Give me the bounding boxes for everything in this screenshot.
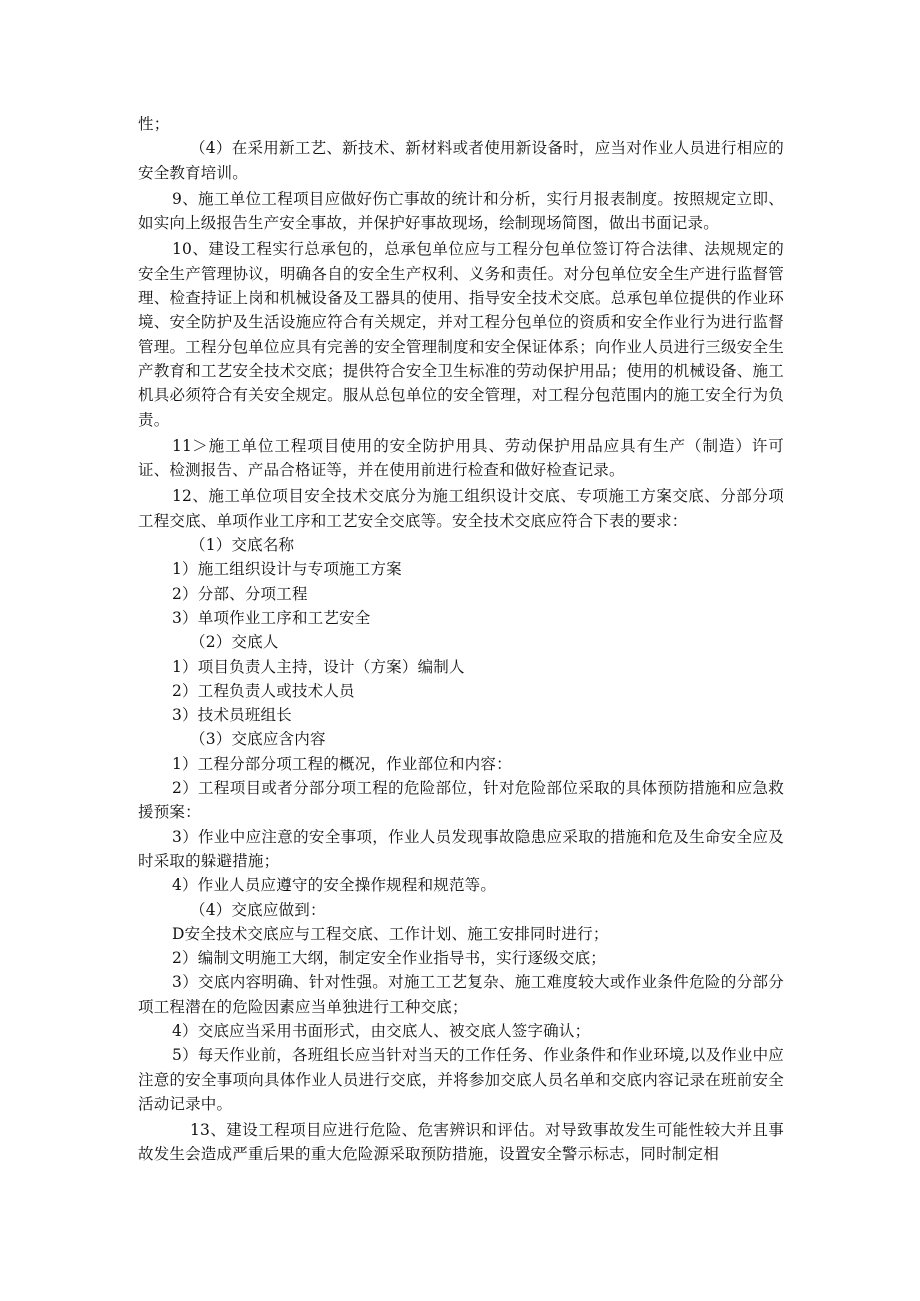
paragraph-10-general-contracting: 10、建设工程实行总承包的，总承包单位应与工程分包单位签订符合法律、法规规定的安全生产管理协议，明确各自的安全生产权利、义务和责任。对分包单位安全生产进行监督管理、检查持证上岗和机械设备及工器具的使用、指导安全技术交底。总承包单位提供的作业环境、安全防护及生活设施应符合有关规定，并对工程分包单位的资质和安全作业行为进行监督管理。工程分包单位应具有完善的安全管理制度和安全保证体系；向作业人员进行三级安全生产教育和工艺安全技术交底；提供符合安全卫生标准的劳动保护用品；使用的机械设备、施工机具必须符合有关安全规定。服从总包单位的安全管理，对工程分包范围内的施工安全行为负责。 — [138, 240, 784, 429]
paragraph-9-accident-statistics: 9、施工单位工程项目应做好伤亡事故的统计和分析，实行月报表制度。按照规定立即、如实向上级报告生产安全事故，并保护好事故现场，绘制现场简图，做出书面记录。 — [138, 189, 784, 233]
list-item: 2）工程项目或者分部分项工程的危险部位，针对危险部位采取的具体预防措施和应急救援预案： — [138, 779, 784, 822]
list-heading-briefing-requirements: （4）交底应做到： — [190, 900, 326, 919]
list-item: 2）编制文明施工大纲，制定安全作业指导书，实行逐级交底； — [172, 949, 606, 968]
list-item: 3）作业中应注意的安全事项，作业人员发现事故隐患应采取的措施和危及生命安全应及时采取的躲避措施； — [138, 827, 784, 870]
list-item: 1）工程分部分项工程的概况，作业部位和内容： — [172, 754, 512, 773]
list-item: 4）交底应当采用书面形式，由交底人、被交底人签字确认； — [172, 1021, 591, 1040]
document-body — [138, 112, 784, 1167]
paragraph-11-protective-equipment: 11＞施工单位工程项目使用的安全防护用具、劳动保护用品应具有生产（制造）许可证、检测报告、产品合格证等，并在使用前进行检查和做好检查记录。 — [138, 436, 784, 480]
list-item: 3）交底内容明确、针对性强。对施工工艺复杂、施工难度较大或作业条件危险的分部分项工程潜在的危险因素应当单独进行工种交底； — [138, 973, 784, 1016]
list-item: 4）作业人员应遵守的安全操作规程和规范等。 — [172, 876, 497, 895]
paragraph-4-new-process-training: （4）在采用新工艺、新技术、新材料或者使用新设备时，应当对作业人员进行相应的安全教育培训。 — [138, 139, 784, 182]
list-item: 1）项目负责人主持，设计（方案）编制人 — [172, 657, 465, 676]
list-heading-briefing-content: （3）交底应含内容 — [190, 730, 326, 749]
list-item: D安全技术交底应与工程交底、工作计划、施工安排同时进行； — [172, 924, 609, 943]
list-item: 3）单项作业工序和工艺安全 — [172, 608, 371, 627]
list-item: 1）施工组织设计与专项施工方案 — [172, 560, 402, 579]
paragraph-fragment: 性； — [138, 115, 170, 133]
paragraph-12-safety-briefing: 12、施工单位项目安全技术交底分为施工组织设计交底、专项施工方案交底、分部分项工程交底、单项作业工序和工艺安全交底等。安全技术交底应符合下表的要求： — [138, 487, 784, 530]
list-item: 2）分部、分项工程 — [172, 584, 308, 603]
list-item: 5）每天作业前，各班组长应当针对当天的工作任务、作业条件和作业环境,以及作业中应注意的安全事项向具体作业人员进行交底，并将参加交底人员名单和交底内容记录在班前安全活动记录中。 — [138, 1046, 784, 1113]
list-heading-briefing-name: （1）交底名称 — [190, 536, 295, 555]
list-heading-briefing-person: （2）交底人 — [190, 633, 279, 652]
list-item: 3）技术员班组长 — [172, 706, 292, 725]
paragraph-13-hazard-identification: 13、建设工程项目应进行危险、危害辨识和评估。对导致事故发生可能性较大并且事故发生会造成严重后果的重大危险源采取预防措施，设置安全警示标志，同时制定相 — [138, 1121, 784, 1164]
list-item: 2）工程负责人或技术人员 — [172, 681, 355, 700]
